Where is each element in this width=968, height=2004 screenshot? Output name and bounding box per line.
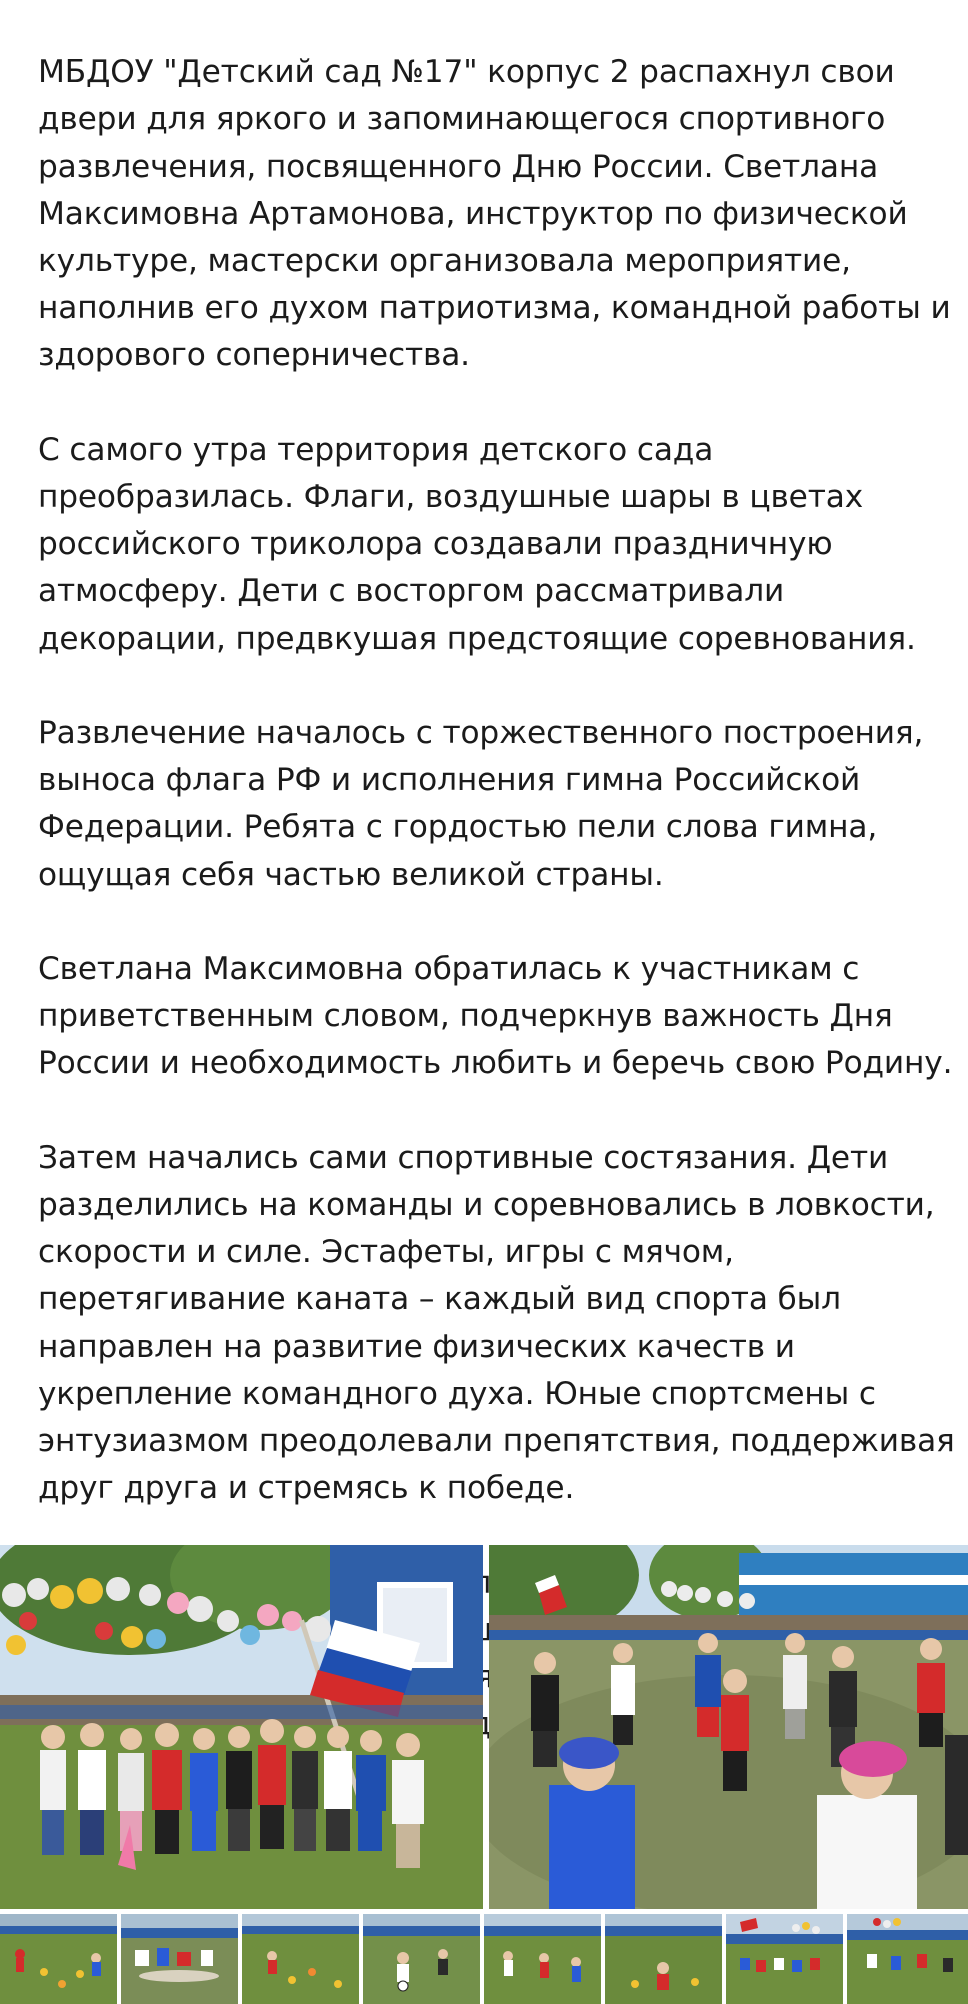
photo-1-image [0, 1545, 483, 1909]
gallery-thumb-2[interactable] [121, 1914, 238, 2004]
gallery-thumb-5[interactable] [484, 1914, 601, 2004]
gallery-thumb-7[interactable] [726, 1914, 843, 2004]
thumbnail-row [0, 1914, 968, 2004]
photo-2-image [489, 1545, 968, 1909]
gallery-thumb-6[interactable] [605, 1914, 722, 2004]
gallery-thumb-3[interactable] [242, 1914, 359, 2004]
post-text [38, 2, 958, 1796]
thumb-8-image [847, 1914, 968, 2004]
gallery-thumb-4[interactable] [363, 1914, 480, 2004]
thumb-6-image [605, 1914, 722, 2004]
thumb-7-image [726, 1914, 843, 2004]
thumb-2-image [121, 1914, 238, 2004]
thumb-3-image [242, 1914, 359, 2004]
gallery-photo-2[interactable] [489, 1545, 968, 1909]
paragraph-4: Светлана Максимовна обратилась к участникам с приветственным словом, подчеркнув важность Дня России и необходимость любить и беречь свою Родину. [38, 951, 953, 1082]
gallery-thumb-1[interactable] [0, 1914, 117, 2004]
photo-gallery [0, 1545, 968, 2004]
thumb-1-image [0, 1914, 117, 2004]
paragraph-5: Затем начались сами спортивные состязания. Дети разделились на команды и соревновались в ловкости, скорости и силе. Эстафеты, игры с мячом, перетягивание каната – каждый вид спорта был направлен на развитие физических качеств и укрепление командного духа. Юные спортсмены с энтузиазмом преодолевали препятствия, поддерживая друг друга и стремясь к победе. [38, 1139, 955, 1507]
paragraph-3: Развлечение началось с торжественного построения, выноса флага РФ и исполнения гимна Российской Федерации. Ребята с гордостью пели слова гимна, ощущая себя частью великой страны. [38, 715, 924, 893]
paragraph-2: С самого утра территория детского сада преобразилась. Флаги, воздушные шары в цветах российского триколора создавали праздничную атмосферу. Дети с восторгом рассматривали декорации, предвкушая предстоящие соревнования. [38, 431, 916, 657]
paragraph-1: МБДОУ "Детский сад №17" корпус 2 распахнул свои двери для яркого и запоминающегося спортивного развлечения, посвященного Дню России. Светлана Максимовна Артамонова, инструктор по физической культуре, мастерски организовала мероприятие, наполнив его духом патриотизма, командной работы и здорового соперничества. [38, 54, 951, 374]
gallery-photo-1[interactable] [0, 1545, 483, 1909]
thumb-4-image [363, 1914, 480, 2004]
gallery-thumb-8[interactable] [847, 1914, 968, 2004]
thumb-5-image [484, 1914, 601, 2004]
